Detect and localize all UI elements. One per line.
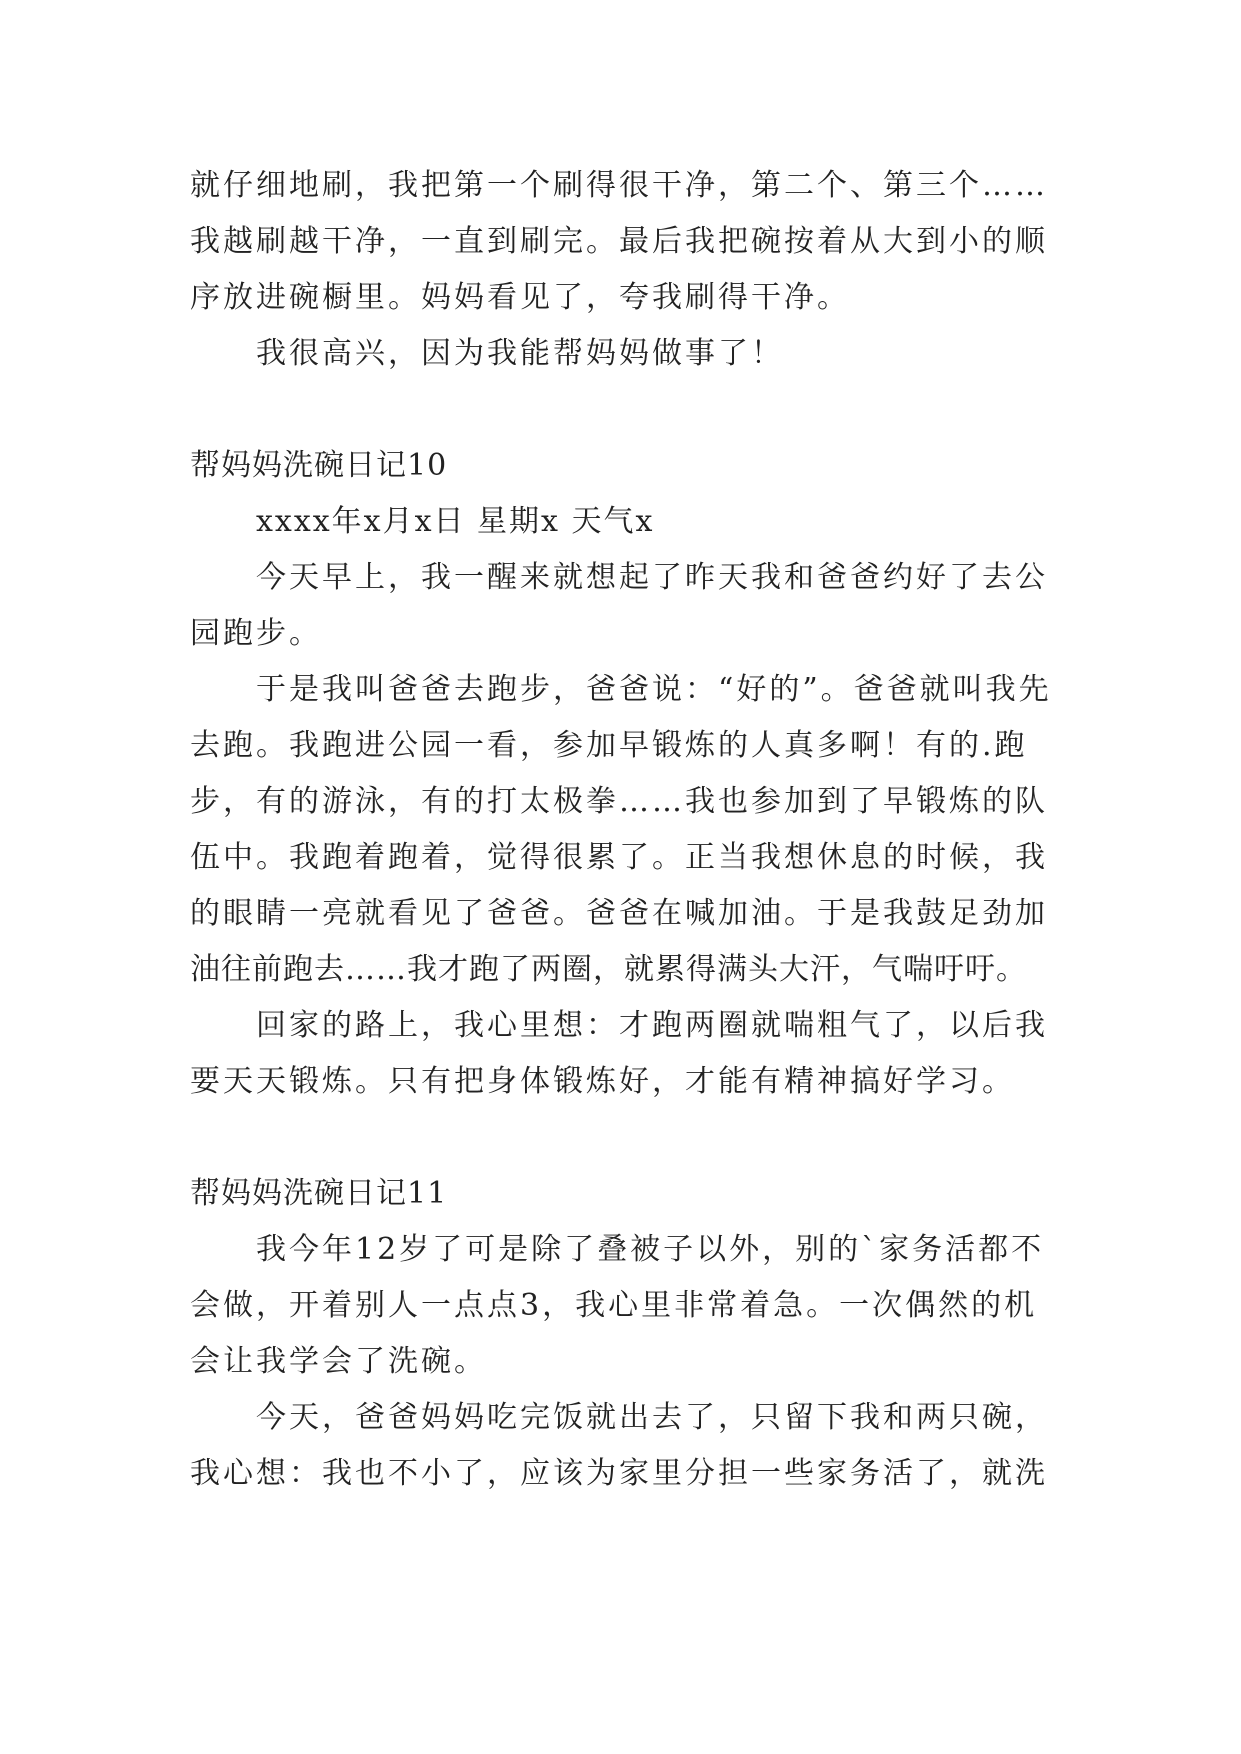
paragraph-line: 步，有的游泳，有的打太极拳……我也参加到了早锻炼的队 [190, 784, 1048, 819]
paragraph-line: 我越刷越干净，一直到刷完。最后我把碗按着从大到小的顺 [190, 224, 1048, 259]
paragraph-line: 我心想：我也不小了，应该为家里分担一些家务活了，就洗 [190, 1456, 1048, 1491]
paragraph-line: 就仔细地刷，我把第一个刷得很干净，第二个、第三个…… [190, 168, 1048, 203]
paragraph-line: 园跑步。 [190, 616, 322, 651]
paragraph-line: 会让我学会了洗碗。 [190, 1344, 487, 1379]
paragraph-line: 伍中。我跑着跑着，觉得很累了。正当我想休息的时候，我 [190, 840, 1048, 875]
paragraph-line: 序放进碗橱里。妈妈看见了，夸我刷得干净。 [190, 280, 850, 315]
paragraph-line: 要天天锻炼。只有把身体锻炼好，才能有精神搞好学习。 [190, 1064, 1015, 1099]
paragraph-line: 油往前跑去……我才跑了两圈，就累得满头大汗，气喘吁吁。 [190, 952, 1027, 987]
paragraph-line: 今天早上，我一醒来就想起了昨天我和爸爸约好了去公 [256, 560, 1048, 595]
paragraph-line: 我今年12岁了可是除了叠被子以外，别的`家务活都不 [256, 1232, 1045, 1267]
paragraph-line: 于是我叫爸爸去跑步，爸爸说：“好的”。爸爸就叫我先 [256, 672, 1052, 707]
entry-title: 帮妈妈洗碗日记11 [190, 1176, 448, 1211]
paragraph-line: 去跑。我跑进公园一看，参加早锻炼的人真多啊！有的.跑 [190, 728, 1028, 763]
paragraph-line: 的眼睛一亮就看见了爸爸。爸爸在喊加油。于是我鼓足劲加 [190, 896, 1048, 931]
entry-title: 帮妈妈洗碗日记10 [190, 448, 448, 483]
date-line: xxxx年x月x日 星期x 天气x [256, 504, 655, 539]
paragraph-line: 回家的路上，我心里想：才跑两圈就喘粗气了，以后我 [256, 1008, 1048, 1043]
paragraph-line: 今天，爸爸妈妈吃完饭就出去了，只留下我和两只碗， [256, 1400, 1048, 1435]
paragraph-line: 会做，开着别人一点点3，我心里非常着急。一次偶然的机 [190, 1288, 1038, 1323]
paragraph-line: 我很高兴，因为我能帮妈妈做事了！ [256, 336, 784, 371]
